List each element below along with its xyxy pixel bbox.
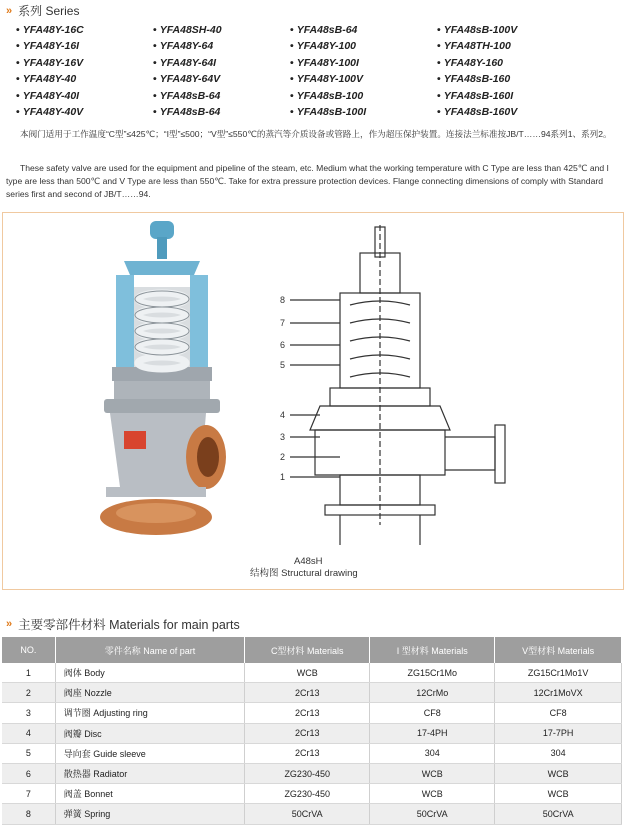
- series-item: • YFA48Y-40V: [16, 106, 153, 121]
- cell-i-material: 50CrVA: [370, 804, 495, 824]
- cell-i-material: ZG15Cr1Mo: [370, 663, 495, 683]
- drawing-part-number: 8: [280, 295, 286, 305]
- series-item: • YFA48Y-160: [437, 57, 607, 72]
- drawing-part-number: 7: [280, 318, 286, 328]
- cell-c-material: ZG230-450: [245, 784, 370, 804]
- series-item: • YFA48sB-100I: [290, 106, 437, 121]
- series-item: • YFA48Y-100V: [290, 73, 437, 88]
- cell-c-material: 2Cr13: [245, 683, 370, 703]
- series-item: • YFA48sB-64: [290, 24, 437, 39]
- series-item: • YFA48sB-64: [153, 90, 290, 105]
- series-item: • YFA48Y-40: [16, 73, 153, 88]
- cell-no: 3: [2, 703, 55, 723]
- cell-i-material: 12CrMo: [370, 683, 495, 703]
- series-item: • YFA48Y-16C: [16, 24, 153, 39]
- cell-part-name: 阀瓣 Disc: [55, 723, 245, 743]
- series-heading: [6, 2, 79, 19]
- cell-c-material: ZG230-450: [245, 763, 370, 783]
- materials-heading: [6, 615, 240, 633]
- description-english: These safety valve are used for the equipment and pipeline of the steam, etc. Medium what the working temperature with C Type are less than 425℃ and I type are less than 500℃ and V Type are less than 550℃. Take for extra pressure protection devices. Flange connecting dimensions of comply with Standard series first and second of JB/T……94.: [6, 163, 609, 199]
- cell-part-name: 阀体 Body: [55, 663, 245, 683]
- series-item: • YFA48TH-100: [437, 40, 607, 55]
- series-item: • YFA48sB-160I: [437, 90, 607, 105]
- cell-i-material: 17-4PH: [370, 723, 495, 743]
- drawing-part-number: 1: [280, 472, 286, 482]
- cell-no: 7: [2, 784, 55, 804]
- series-item: • YFA48Y-100: [290, 40, 437, 55]
- cell-part-name: 导向套 Guide sleeve: [55, 743, 245, 763]
- cell-no: 6: [2, 763, 55, 783]
- drawing-part-number: 2: [280, 452, 286, 462]
- cell-i-material: WCB: [370, 763, 495, 783]
- table-row: [2, 784, 622, 804]
- series-item: • YFA48Y-16I: [16, 40, 153, 55]
- cell-i-material: WCB: [370, 784, 495, 804]
- cell-part-name: 阀盖 Bonnet: [55, 784, 245, 804]
- structural-drawing: [280, 225, 530, 550]
- table-row: [2, 763, 622, 783]
- cell-part-name: 调节圈 Adjusting ring: [55, 703, 245, 723]
- series-list: [16, 24, 616, 121]
- header-c-type: C型材料 Materials: [245, 637, 370, 663]
- cell-v-material: 12Cr1MoVX: [495, 683, 622, 703]
- materials-table: [2, 637, 622, 825]
- table-row: [2, 663, 622, 683]
- header-i-type: I 型材料 Materials: [370, 637, 495, 663]
- cell-c-material: WCB: [245, 663, 370, 683]
- series-item: • YFA48sB-64: [153, 106, 290, 121]
- series-item: • YFA48Y-16V: [16, 57, 153, 72]
- cell-v-material: WCB: [495, 763, 622, 783]
- table-row: [2, 723, 622, 743]
- cell-no: 5: [2, 743, 55, 763]
- cell-c-material: 2Cr13: [245, 723, 370, 743]
- cell-v-material: 50CrVA: [495, 804, 622, 824]
- chevron-right-icon: »: [6, 4, 13, 17]
- drawing-caption: 结构图 Structural drawing: [250, 568, 358, 579]
- series-item: • YFA48SH-40: [153, 24, 290, 39]
- cell-no: 2: [2, 683, 55, 703]
- series-item: • YFA48sB-160V: [437, 106, 607, 121]
- header-v-type: V型材料 Materials: [495, 637, 622, 663]
- cell-part-name: 弹簧 Spring: [55, 804, 245, 824]
- table-row: [2, 683, 622, 703]
- drawing-part-number: 4: [280, 410, 286, 420]
- cell-v-material: 17-7PH: [495, 723, 622, 743]
- series-item: • YFA48Y-40I: [16, 90, 153, 105]
- series-item: • YFA48sB-100V: [437, 24, 607, 39]
- cell-part-name: 阀座 Nozzle: [55, 683, 245, 703]
- drawing-part-number: 6: [280, 340, 286, 350]
- cell-c-material: 2Cr13: [245, 743, 370, 763]
- series-item: • YFA48sB-100: [290, 90, 437, 105]
- series-item: • YFA48Y-100I: [290, 57, 437, 72]
- table-row: [2, 804, 622, 824]
- header-no: NO.: [2, 637, 55, 663]
- cell-part-name: 散热器 Radiator: [55, 763, 245, 783]
- table-row: [2, 703, 622, 723]
- cell-v-material: 304: [495, 743, 622, 763]
- table-header-row: [2, 637, 622, 663]
- drawing-caption-block: [250, 556, 358, 580]
- series-item: • YFA48Y-64I: [153, 57, 290, 72]
- cell-c-material: 50CrVA: [245, 804, 370, 824]
- cell-v-material: ZG15Cr1Mo1V: [495, 663, 622, 683]
- cell-v-material: WCB: [495, 784, 622, 804]
- chevron-right-icon: »: [6, 618, 13, 630]
- valve-photo: [94, 217, 230, 557]
- materials-title: 主要零部件材料 Materials for main parts: [18, 618, 240, 632]
- header-part-name: 零件名称 Name of part: [55, 637, 245, 663]
- table-row: [2, 743, 622, 763]
- cell-i-material: CF8: [370, 703, 495, 723]
- cell-no: 4: [2, 723, 55, 743]
- series-title: 系列 Series: [18, 4, 80, 18]
- cell-no: 1: [2, 663, 55, 683]
- model-label: A48sH: [294, 556, 323, 567]
- description-chinese: 本阀门适用于工作温度“C型”≤425℃；“I型”≤500；“V型”≤550℃的蒸汽等介质设备或管路上，作为超压保护装置。连接法兰标准按JB/T……94系列1、系列2。: [20, 129, 612, 139]
- series-item: • YFA48sB-160: [437, 73, 607, 88]
- drawing-part-number: 3: [280, 432, 286, 442]
- series-item: • YFA48Y-64V: [153, 73, 290, 88]
- series-item: • YFA48Y-64: [153, 40, 290, 55]
- cell-i-material: 304: [370, 743, 495, 763]
- cell-c-material: 2Cr13: [245, 703, 370, 723]
- cell-v-material: CF8: [495, 703, 622, 723]
- drawing-part-number: 5: [280, 360, 286, 370]
- cell-no: 8: [2, 804, 55, 824]
